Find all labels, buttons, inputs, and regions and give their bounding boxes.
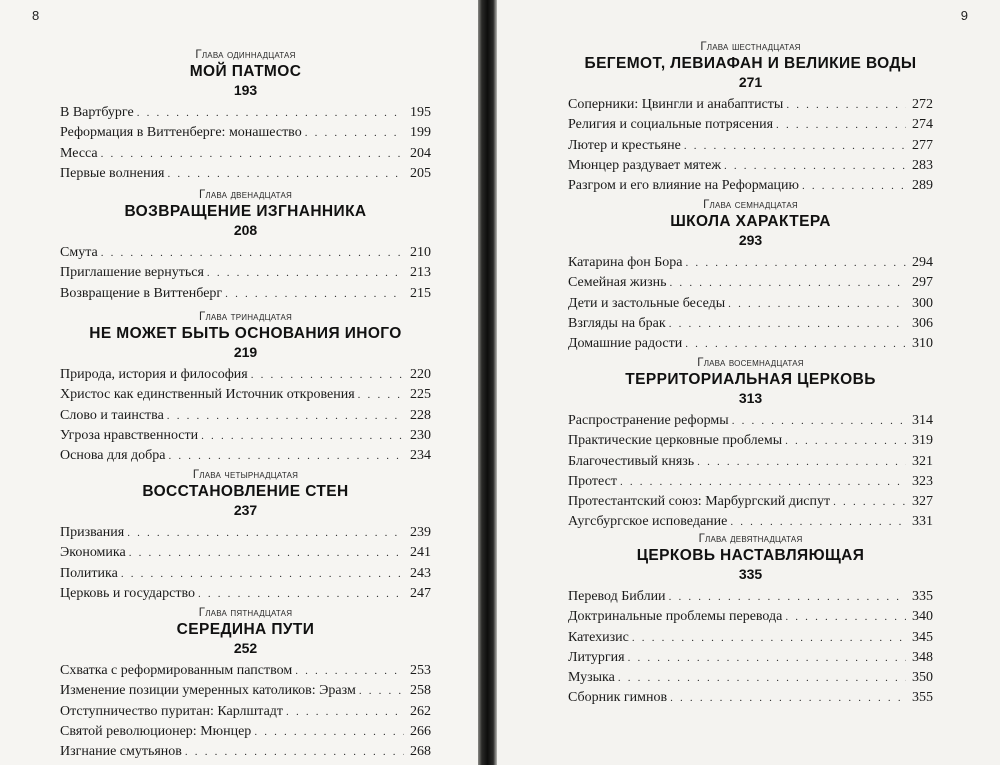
toc-entries: [60, 523, 431, 604]
leader-dots: [201, 427, 404, 446]
entry-title: Угроза нравственности: [60, 427, 199, 443]
chapter-label: Глава семнадцатая: [703, 199, 798, 211]
toc-entry: [60, 564, 431, 584]
entry-title: Катарина фон Бора: [568, 255, 683, 270]
entry-title: Возвращение в Виттенберг: [60, 285, 223, 301]
leader-dots: [185, 743, 404, 762]
entry-title: Церковь и государство: [60, 585, 195, 601]
leader-dots: [728, 295, 906, 314]
toc-entry: [60, 243, 431, 263]
toc-entries: [568, 587, 933, 709]
leader-dots: [305, 124, 404, 143]
toc-entry: [568, 587, 933, 607]
leader-dots: [359, 682, 404, 701]
leader-dots: [251, 366, 404, 385]
page-number: 8: [32, 8, 40, 23]
entry-title: Реформация в Виттенберге: монашество: [60, 125, 302, 141]
toc-entry: [60, 365, 431, 385]
toc-entry: [60, 523, 431, 543]
entry-page: 266: [410, 723, 431, 739]
entry-title: Месса: [60, 145, 98, 161]
entry-page: 262: [410, 703, 431, 719]
leader-dots: [127, 524, 404, 543]
entry-title: Протест: [568, 473, 617, 489]
entry-page: 294: [912, 255, 933, 270]
toc-entry: [60, 584, 431, 604]
entry-page: 340: [912, 609, 933, 625]
entry-title: Семейная жизнь: [568, 275, 667, 291]
leader-dots: [358, 386, 404, 405]
leader-dots: [670, 689, 906, 708]
entry-page: 204: [410, 145, 431, 161]
entry-page: 327: [912, 494, 933, 510]
leader-dots: [286, 703, 404, 722]
leader-dots: [295, 662, 404, 681]
toc-chapter: [60, 468, 431, 604]
entry-title: Христос как единственный Источник откровения: [60, 387, 355, 403]
entry-page: 310: [912, 336, 933, 352]
toc-entry: [568, 512, 933, 532]
toc-entry: [60, 406, 431, 426]
toc-entry: [60, 164, 431, 184]
entry-page: 199: [410, 125, 431, 141]
entry-page: 205: [410, 165, 431, 181]
entry-page: 210: [410, 245, 431, 260]
entry-page: 297: [912, 275, 933, 291]
entry-page: 230: [410, 427, 431, 443]
entry-page: 277: [912, 137, 933, 153]
toc-entry: [568, 95, 933, 115]
entry-title: Политика: [60, 565, 118, 581]
entry-title: Лютер и крестьяне: [568, 137, 681, 153]
entry-page: 253: [410, 663, 431, 678]
toc-entries: [60, 365, 431, 466]
entry-title: Взгляды на брак: [568, 315, 666, 331]
entry-title: Литургия: [568, 649, 625, 665]
chapter-page: 313: [738, 390, 763, 406]
entry-page: 234: [410, 448, 431, 464]
toc-chapter: [568, 532, 933, 709]
toc-entry: [568, 431, 933, 451]
entry-title: Слово и таинства: [60, 407, 164, 423]
leader-dots: [167, 407, 404, 426]
chapter-label: Глава девятнадцатая: [698, 533, 803, 545]
chapter-label: Глава двенадцатая: [198, 189, 293, 201]
leader-dots: [670, 274, 906, 293]
chapter-page: 252: [233, 640, 258, 656]
leader-dots: [628, 649, 906, 668]
entry-page: 319: [912, 433, 933, 449]
entry-title: Основа для добра: [60, 448, 166, 464]
entry-title: Соперники: Цвингли и анабаптисты: [568, 97, 784, 112]
entry-title: Доктринальные проблемы перевода: [568, 609, 783, 625]
chapter-label: Глава восемнадцатая: [697, 357, 804, 369]
chapter-page: 237: [233, 502, 258, 518]
leader-dots: [620, 473, 906, 492]
entry-page: 241: [410, 545, 431, 561]
entry-title: Отступничество пуритан: Карлштадт: [60, 703, 284, 719]
toc-entry: [568, 668, 933, 688]
leader-dots: [785, 432, 906, 451]
toc-entry: [568, 688, 933, 708]
chapter-page: 219: [233, 344, 258, 360]
entry-page: 348: [912, 649, 933, 665]
entry-title: Призвания: [60, 525, 125, 540]
entry-title: Дети и застольные беседы: [568, 295, 726, 311]
toc-entries: [568, 253, 933, 354]
toc-entry: [568, 176, 933, 196]
toc-entry: [568, 492, 933, 512]
entry-title: Аугсбургское исповедание: [568, 514, 728, 530]
entry-page: 195: [410, 105, 431, 120]
toc-entry: [60, 263, 431, 283]
entry-title: Природа, история и философия: [60, 367, 248, 382]
toc-entry: [568, 136, 933, 156]
entry-title: Практические церковные проблемы: [568, 433, 783, 449]
entry-page: 247: [410, 585, 431, 601]
toc-entry: [60, 123, 431, 143]
leader-dots: [697, 453, 906, 472]
leader-dots: [618, 669, 906, 688]
toc-entries: [60, 103, 431, 184]
toc-entry: [568, 273, 933, 293]
entry-page: 213: [410, 265, 431, 281]
toc-entry: [60, 661, 431, 681]
toc-entry: [60, 385, 431, 405]
toc-entry: [60, 426, 431, 446]
entry-page: 239: [410, 525, 431, 540]
entry-title: Экономика: [60, 545, 126, 561]
leader-dots: [669, 315, 906, 334]
entry-page: 243: [410, 565, 431, 581]
chapter-label: Глава пятнадцатая: [198, 607, 293, 619]
toc-entries: [568, 95, 933, 196]
toc-chapter: [568, 198, 933, 354]
leader-dots: [121, 565, 404, 584]
chapter-label: Глава тринадцатая: [199, 311, 292, 323]
leader-dots: [786, 96, 906, 115]
entry-title: Изгнание смутьянов: [60, 744, 182, 760]
chapter-page: 335: [738, 566, 763, 582]
entry-title: Благочестивый князь: [568, 453, 695, 469]
chapter-title: ВОССТАНОВЛЕНИЕ СТЕН: [142, 483, 349, 500]
leader-dots: [168, 165, 404, 184]
toc-entry: [60, 446, 431, 466]
chapter-page: 271: [738, 74, 763, 90]
entry-title: Протестантский союз: Марбургский диспут: [568, 494, 831, 510]
toc-entry: [568, 314, 933, 334]
leader-dots: [776, 116, 906, 135]
leader-dots: [730, 513, 906, 532]
toc-entry: [568, 452, 933, 472]
toc-chapter: [60, 48, 431, 184]
toc-entry: [568, 628, 933, 648]
toc-entry: [568, 411, 933, 431]
toc-entries: [60, 661, 431, 762]
leader-dots: [833, 493, 906, 512]
leader-dots: [168, 447, 404, 466]
toc-entry: [60, 284, 431, 304]
entry-title: Изменение позиции умеренных католиков: Эразм: [60, 683, 356, 699]
entry-page: 335: [912, 589, 933, 604]
toc-entry: [568, 472, 933, 492]
entry-page: 300: [912, 295, 933, 311]
chapter-title: ШКОЛА ХАРАКТЕРА: [670, 213, 831, 230]
leader-dots: [724, 157, 906, 176]
toc-entry: [568, 115, 933, 135]
entry-page: 220: [410, 367, 431, 382]
chapter-page: 293: [738, 232, 763, 248]
toc-entry: [568, 156, 933, 176]
leader-dots: [101, 244, 404, 263]
entry-title: Смута: [60, 245, 98, 260]
right-page: [497, 0, 1000, 765]
toc-chapter: [60, 188, 431, 304]
leader-dots: [802, 177, 906, 196]
entry-page: 331: [912, 514, 933, 530]
entry-page: 268: [410, 744, 431, 760]
leader-dots: [732, 412, 906, 431]
toc-entry: [60, 702, 431, 722]
toc-entry: [568, 253, 933, 273]
chapter-title: МОЙ ПАТМОС: [189, 63, 302, 80]
entry-title: Сборник гимнов: [568, 690, 668, 706]
toc-entry: [568, 334, 933, 354]
chapter-label: Глава одиннадцатая: [195, 49, 296, 61]
entry-title: Мюнцер раздувает мятеж: [568, 157, 721, 173]
toc-chapter: [568, 356, 933, 533]
toc-entries: [60, 243, 431, 304]
chapter-title: ЦЕРКОВЬ НАСТАВЛЯЮЩАЯ: [636, 547, 865, 564]
entry-title: Домашние радости: [568, 336, 683, 352]
entry-title: Схватка с реформированным папством: [60, 663, 293, 678]
entry-page: 321: [912, 453, 933, 469]
toc-entry: [60, 144, 431, 164]
chapter-page: 208: [233, 222, 258, 238]
entry-page: 258: [410, 683, 431, 699]
leader-dots: [129, 544, 404, 563]
leader-dots: [684, 137, 906, 156]
chapter-label: Глава четырнадцатая: [192, 469, 299, 481]
chapter-title: БЕГЕМОТ, ЛЕВИАФАН И ВЕЛИКИЕ ВОДЫ: [584, 55, 917, 72]
leader-dots: [685, 335, 906, 354]
toc-entry: [60, 722, 431, 742]
entry-title: Перевод Библии: [568, 589, 666, 604]
entry-page: 274: [912, 117, 933, 133]
toc-entry: [60, 742, 431, 762]
entry-title: Распространение реформы: [568, 413, 729, 428]
chapter-title: СЕРЕДИНА ПУТИ: [176, 621, 315, 638]
entry-title: Приглашение вернуться: [60, 265, 204, 281]
chapter-title: НЕ МОЖЕТ БЫТЬ ОСНОВАНИЯ ИНОГО: [89, 325, 402, 342]
leader-dots: [137, 104, 404, 123]
entry-title: Катехизис: [568, 629, 629, 645]
entry-title: Первые волнения: [60, 165, 165, 181]
entry-title: Разгром и его влияние на Реформацию: [568, 178, 799, 194]
toc-chapter: [60, 606, 431, 762]
chapter-label: Глава шестнадцатая: [700, 41, 801, 53]
leader-dots: [254, 723, 404, 742]
entry-page: 225: [410, 387, 431, 403]
page-number: 9: [960, 8, 968, 23]
entry-page: 228: [410, 407, 431, 423]
leader-dots: [225, 285, 404, 304]
leader-dots: [785, 608, 906, 627]
entry-page: 289: [912, 178, 933, 194]
entry-page: 306: [912, 315, 933, 331]
entry-page: 350: [912, 670, 933, 686]
entry-page: 283: [912, 157, 933, 173]
leader-dots: [198, 585, 404, 604]
toc-chapter: [60, 310, 431, 466]
entry-page: 272: [912, 97, 933, 112]
chapter-page: 193: [233, 82, 258, 98]
entry-page: 345: [912, 629, 933, 645]
book-gutter: [478, 0, 497, 765]
leader-dots: [632, 629, 906, 648]
toc-entry: [568, 648, 933, 668]
entry-title: Святой революционер: Мюнцер: [60, 723, 252, 739]
leader-dots: [669, 588, 906, 607]
entry-page: 323: [912, 473, 933, 489]
entry-page: 314: [912, 413, 933, 428]
leader-dots: [101, 145, 404, 164]
toc-entries: [568, 411, 933, 533]
entry-page: 355: [912, 690, 933, 706]
toc-entry: [60, 543, 431, 563]
leader-dots: [207, 264, 404, 283]
toc-entry: [568, 607, 933, 627]
toc-entry: [60, 103, 431, 123]
left-page: [0, 0, 478, 765]
chapter-title: ТЕРРИТОРИАЛЬНАЯ ЦЕРКОВЬ: [625, 371, 876, 388]
toc-chapter: [568, 40, 933, 196]
toc-entry: [568, 294, 933, 314]
chapter-title: ВОЗВРАЩЕНИЕ ИЗГНАННИКА: [124, 203, 367, 220]
entry-title: В Вартбурге: [60, 105, 134, 120]
leader-dots: [686, 254, 906, 273]
entry-title: Музыка: [568, 670, 615, 686]
entry-page: 215: [410, 285, 431, 301]
toc-entry: [60, 681, 431, 701]
entry-title: Религия и социальные потрясения: [568, 117, 774, 133]
